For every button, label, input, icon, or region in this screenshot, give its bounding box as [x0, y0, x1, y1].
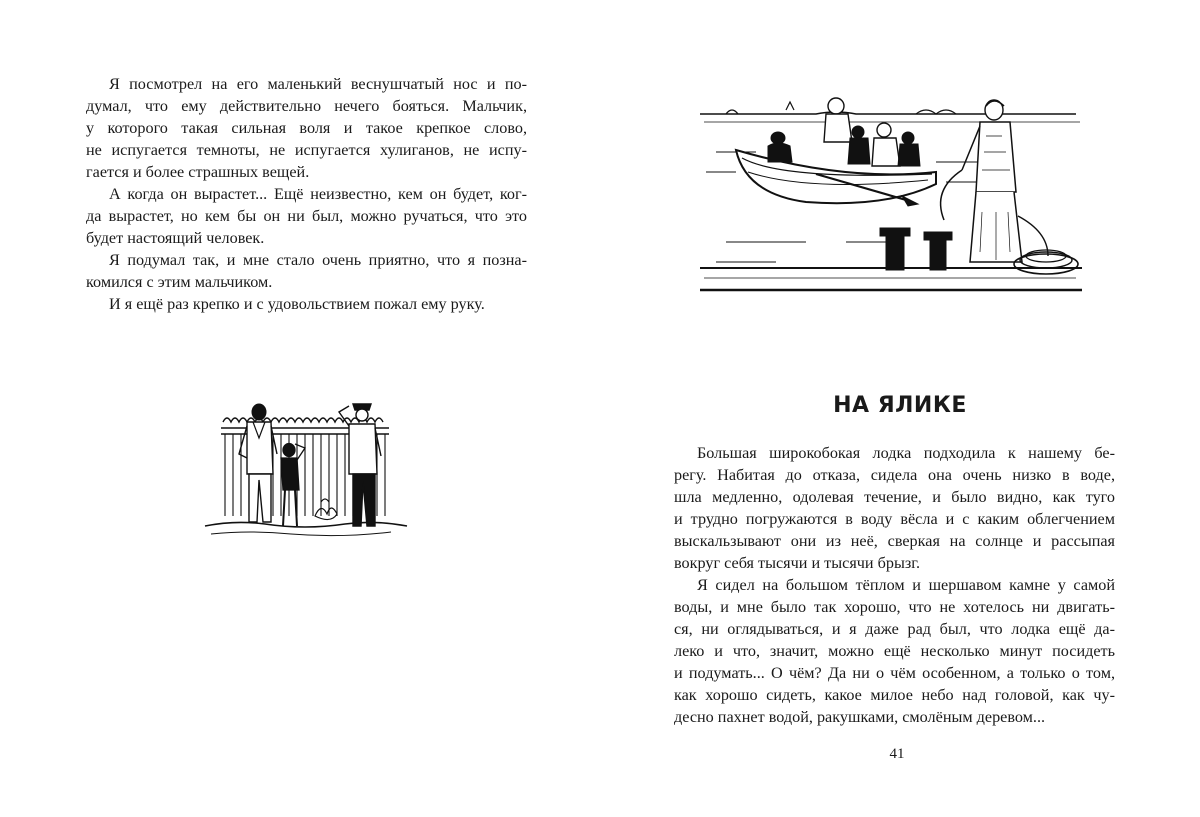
text-line: И я ещё раз крепко и с удовольствием пожал ему руку. — [109, 295, 485, 313]
text-line: Я посмотрел на его маленький веснушчатый нос и по- — [109, 75, 527, 93]
page-number: 41 — [889, 746, 905, 762]
text-line: Я сидел на большом тёплом и шершавом камне у самой — [697, 576, 1115, 594]
chapter-title: НА ЯЛИКЕ — [833, 393, 967, 418]
text-line: комился с этим мальчиком. — [86, 273, 273, 291]
text-line: выскальзывают они из неё, сверкая на солнце и рассыпая — [674, 532, 1115, 550]
text-line: не испугается темноты, не испугается хулиганов, не испу- — [86, 141, 527, 159]
text-line: у которого такая сильная воля и такое крепкое слово, — [86, 119, 527, 137]
text-line: гается и более страшных вещей. — [86, 163, 310, 181]
right-page — [600, 0, 1200, 817]
text-line: А когда он вырастет... Ещё неизвестно, кем он будет, ког- — [109, 185, 527, 203]
text-line: думал, что ему действительно нечего бояться. Мальчик, — [86, 97, 527, 115]
text-line: и подумать... О чём? Да ни о чём особенном, а только о том, — [674, 664, 1115, 682]
rowboat-illustration — [696, 92, 1088, 297]
text-line: леко и что, значит, можно ещё несколько минут посидеть — [674, 642, 1115, 660]
text-line: и трудно погружаются в воду вёсла и с каким облегчением — [674, 510, 1115, 528]
text-line: да вырастет, но кем бы он ни был, можно ручаться, что это — [86, 207, 527, 225]
right-page-text — [674, 442, 1115, 728]
text-line: вокруг себя тысячи и тысячи брызг. — [674, 554, 921, 572]
text-line: десно пахнет водой, ракушками, смолёным деревом... — [674, 708, 1046, 726]
text-line: будет настоящий человек. — [86, 229, 265, 247]
text-line: регу. Набитая до отказа, сидела она очень низко в воде, — [674, 466, 1115, 484]
text-line: шла медленно, одолевая течение, и было видно, как туго — [674, 488, 1115, 506]
text-line: ся, ни оглядываться, и я даже рад был, что лодка ещё да- — [674, 620, 1115, 638]
text-line: Я подумал так, и мне стало очень приятно, что я позна- — [109, 251, 527, 269]
text-line: воды, и мне было так хорошо, что не хотелось ни двигать- — [674, 598, 1115, 616]
fence-illustration — [203, 398, 411, 544]
left-page-text — [86, 73, 527, 315]
text-line: Большая широкобокая лодка подходила к нашему бе- — [697, 444, 1115, 462]
text-line: как хорошо сидеть, какое милое небо над головой, как чу- — [674, 686, 1115, 704]
